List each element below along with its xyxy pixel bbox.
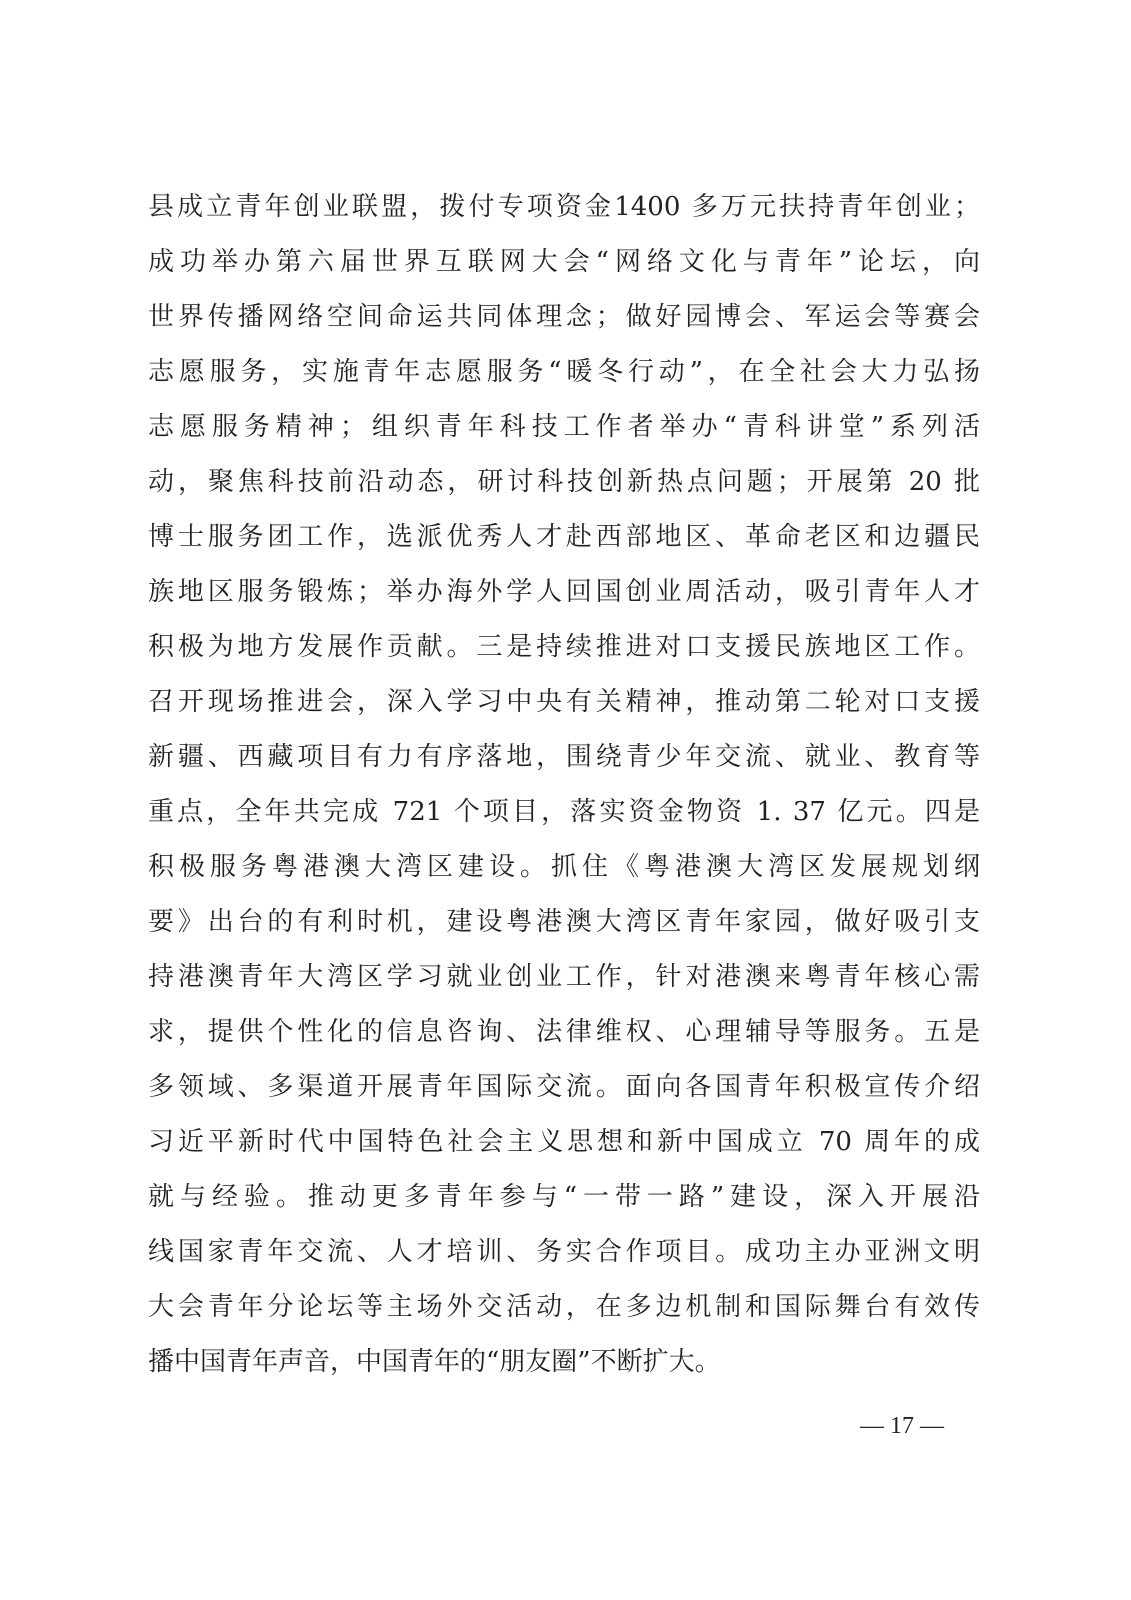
text-line: 积极服务粤港澳大湾区建设。抓住《粤港澳大湾区发展规划纲 [148,852,980,882]
text-line: 县成立青年创业联盟，拨付专项资金1400 多万元扶持青年创业； [148,192,980,222]
text-line: 成功举办第六届世界互联网大会“网络文化与青年”论坛，向 [148,247,980,277]
text-line: 新疆、西藏项目有力有序落地，围绕青少年交流、就业、教育等 [148,742,980,772]
text-line: 世界传播网络空间命运共同体理念；做好园博会、军运会等赛会 [148,302,980,332]
text-line: 积极为地方发展作贡献。三是持续推进对口支援民族地区工作。 [148,632,980,662]
text-line: 播中国青年声音，中国青年的“朋友圈”不断扩大。 [148,1347,721,1377]
text-line: 求，提供个性化的信息咨询、法律维权、心理辅导等服务。五是 [148,1017,980,1047]
text-line: 大会青年分论坛等主场外交活动，在多边机制和国际舞台有效传 [148,1292,980,1322]
text-line: 就与经验。推动更多青年参与“一带一路”建设，深入开展沿 [148,1182,980,1212]
text-line: 习近平新时代中国特色社会主义思想和新中国成立 70 周年的成 [148,1127,980,1157]
text-line: 线国家青年交流、人才培训、务实合作项目。成功主办亚洲文明 [148,1237,980,1267]
text-line: 召开现场推进会，深入学习中央有关精神，推动第二轮对口支援 [148,687,980,717]
text-line: 志愿服务，实施青年志愿服务“暖冬行动”，在全社会大力弘扬 [148,357,980,387]
text-line: 持港澳青年大湾区学习就业创业工作，针对港澳来粤青年核心需 [148,962,980,992]
text-line: 多领域、多渠道开展青年国际交流。面向各国青年积极宣传介绍 [148,1072,980,1102]
text-line: 志愿服务精神；组织青年科技工作者举办“青科讲堂”系列活 [148,412,980,442]
text-line: 族地区服务锻炼；举办海外学人回国创业周活动，吸引青年人才 [148,577,980,607]
text-line: 重点，全年共完成 721 个项目，落实资金物资 1. 37 亿元。四是 [148,797,980,827]
body-text [148,180,980,1390]
text-line: 博士服务团工作，选派优秀人才赴西部地区、革命老区和边疆民 [148,522,980,552]
text-line: 要》出台的有利时机，建设粤港澳大湾区青年家园，做好吸引支 [148,907,980,937]
text-line: 动，聚焦科技前沿动态，研讨科技创新热点问题；开展第 20 批 [148,467,980,497]
page-number: — 17 — [860,1413,944,1439]
